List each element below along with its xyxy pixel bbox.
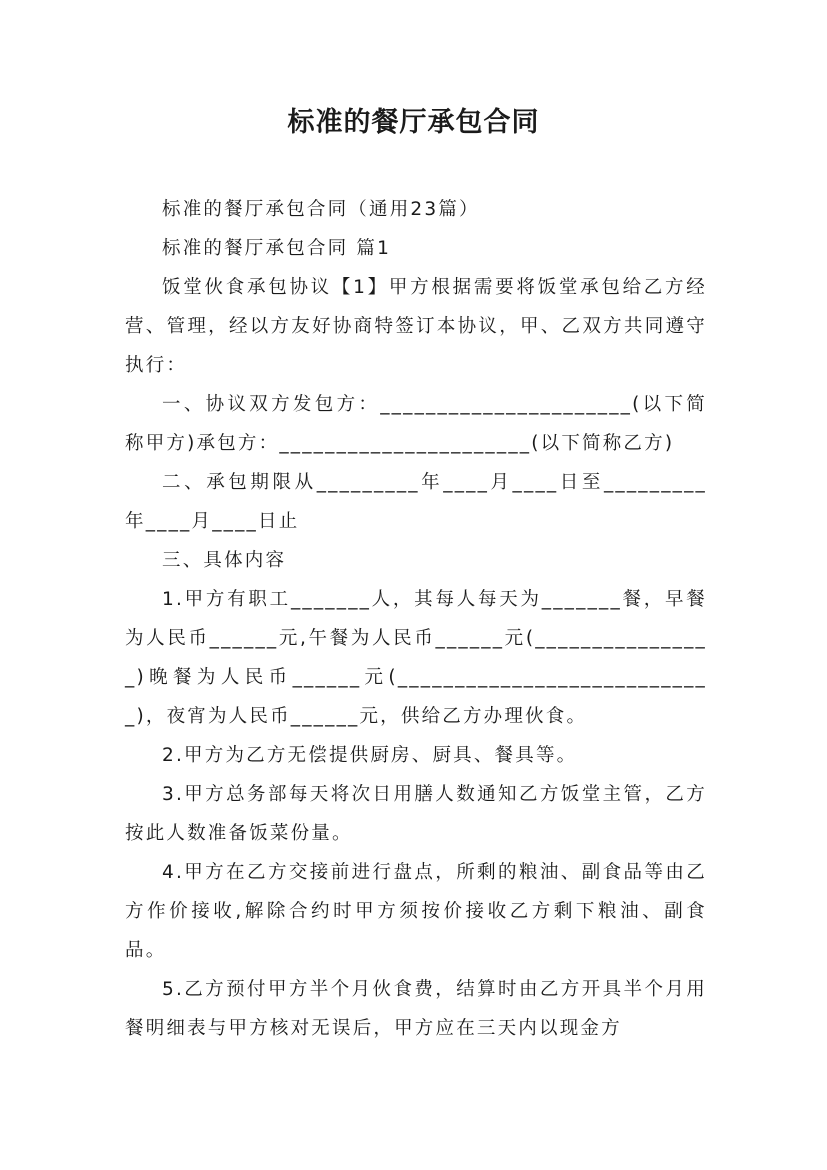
document-body bbox=[125, 190, 707, 1048]
paragraph-clause-5: 5.乙方预付甲方半个月伙食费，结算时由乙方开具半个月用餐明细表与甲方核对无误后，甲方应在三天内以现金方 bbox=[125, 979, 707, 1039]
paragraph-clause-1: 1.甲方有职工_______人，其每人每天为_______餐，早餐为人民币______元,午餐为人民币______元(________________)晚餐为人民币______元(____________________________)，夜宵为人民币______元，供给乙方办理伙食。 bbox=[125, 589, 707, 727]
paragraph-clause-2: 2.甲方为乙方无偿提供厨房、厨具、餐具等。 bbox=[162, 745, 578, 766]
paragraph-content-heading: 三、具体内容 bbox=[162, 550, 287, 571]
paragraph-subtitle: 标准的餐厅承包合同（通用23篇） bbox=[162, 199, 480, 220]
paragraph-section-heading: 标准的餐厅承包合同 篇1 bbox=[162, 238, 392, 259]
paragraph-intro: 饭堂伙食承包协议【1】甲方根据需要将饭堂承包给乙方经营、管理，经以方友好协商特签订本协议，甲、乙双方共同遵守执行： bbox=[125, 277, 707, 376]
paragraph-parties: 一、协议双方发包方：______________________(以下简称甲方)承包方：______________________(以下简称乙方) bbox=[125, 394, 707, 454]
paragraph-clause-3: 3.甲方总务部每天将次日用膳人数通知乙方饭堂主管，乙方按此人数准备饭菜份量。 bbox=[125, 784, 707, 844]
document-title: 标准的餐厅承包合同 bbox=[287, 107, 540, 138]
paragraph-term: 二、承包期限从_________年____月____日至_________年____月____日止 bbox=[125, 472, 707, 532]
paragraph-clause-4: 4.甲方在乙方交接前进行盘点，所剩的粮油、副食品等由乙方作价接收,解除合约时甲方须按价接收乙方剩下粮油、副食品。 bbox=[125, 862, 707, 961]
